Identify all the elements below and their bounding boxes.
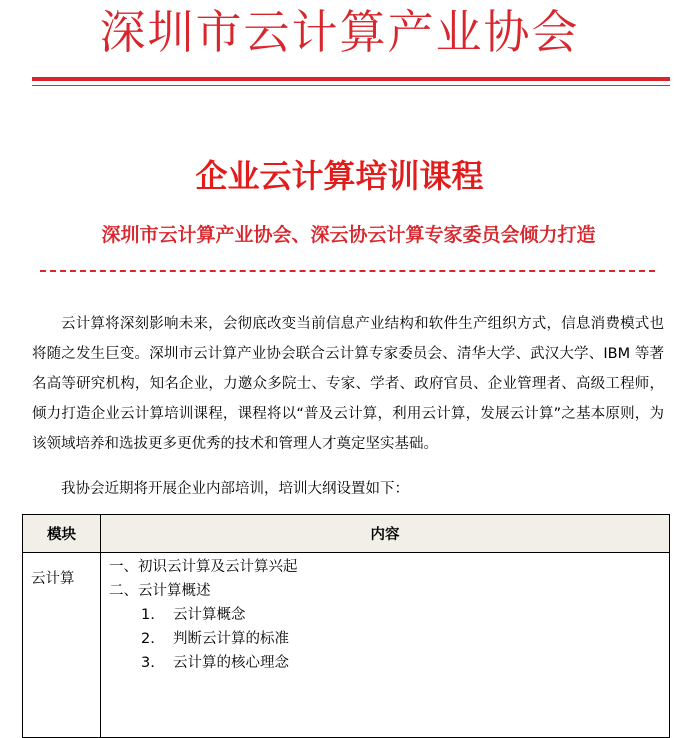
outline-item: 二、云计算概述 [109, 583, 211, 599]
intro-paragraph: 我协会近期将开展企业内部培训，培训大纲设置如下： [61, 481, 409, 497]
outline-subitem [109, 651, 669, 675]
outline-subitem [109, 603, 669, 627]
outline-subitem-text: 判断云计算的标准 [173, 631, 289, 647]
module-cell: 云计算 [23, 553, 101, 738]
outline-subitem-number: 1. [141, 607, 155, 623]
outline-subitem-text: 云计算的核心理念 [173, 655, 289, 671]
letterhead-org-name: 深圳市云计算产业协会 [99, 5, 580, 59]
dashed-divider [40, 270, 655, 272]
outline-subitem-text: 云计算概念 [173, 607, 246, 623]
header-module: 模块 [23, 515, 101, 553]
body-paragraph: 云计算将深刻影响未来，会彻底改变当前信息产业结构和软件生产组织方式，信息消费模式也将随之发生巨变。深圳市云计算产业协会联合云计算专家委员会、清华大学、武汉大学、IBM 等著名高等研究机构，知名企业，力邀众多院士、专家、学者、政府官员、企业管理者、高级工程师，倾力打造企业云计算培训课程，课程将以“普及云计算，利用云计算，发展云计算”之基本原则，为该领域培养和选拔更多更优秀的技术和管理人才奠定坚实基础。 [32, 316, 664, 452]
outline-subitem-number: 2. [141, 631, 155, 647]
outline-subitem-number: 3. [141, 655, 155, 671]
outline-subitem [109, 627, 669, 651]
outline-item: 一、初识云计算及云计算兴起 [109, 559, 298, 575]
training-outline-table [22, 514, 670, 738]
document-title: 企业云计算培训课程 [195, 157, 484, 195]
content-cell [101, 553, 670, 738]
table-header-row [23, 515, 670, 553]
document-subtitle: 深圳市云计算产业协会、深云协云计算专家委员会倾力打造 [101, 224, 596, 246]
header-content: 内容 [101, 515, 670, 553]
table-row [23, 553, 670, 738]
letterhead-thin-rule [32, 85, 670, 86]
letterhead-thick-rule [32, 77, 670, 81]
